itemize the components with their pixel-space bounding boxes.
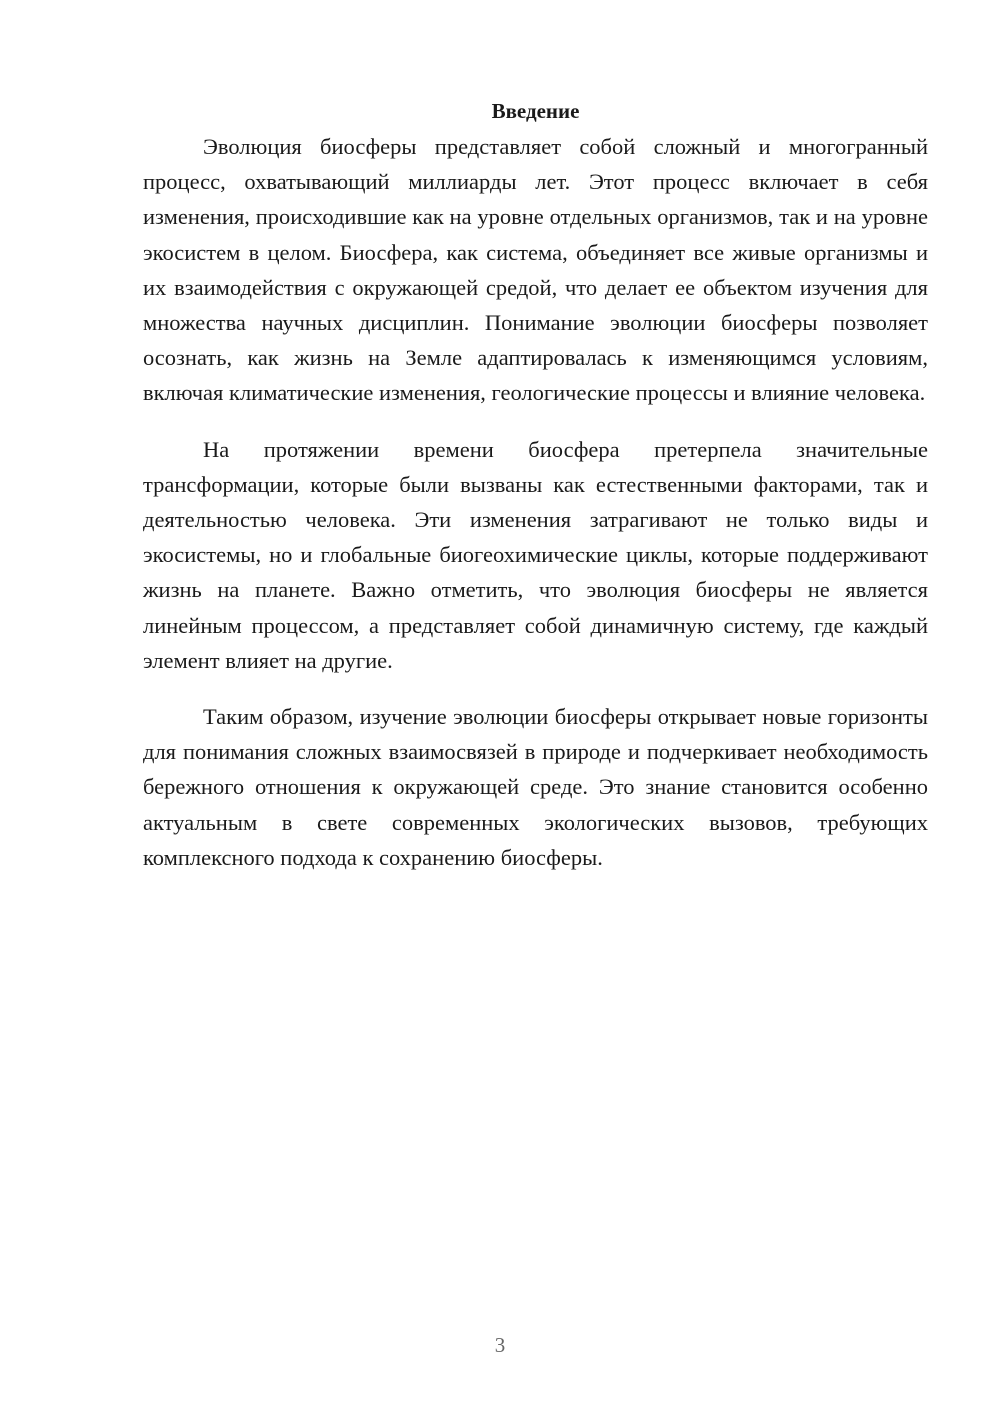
- paragraph-2: На протяжении времени биосфера претерпела значительные трансформации, которые были вызваны как естественными факторами, так и деятельностью человека. Эти изменения затрагивают не только виды и экосистемы, но и глобальные биогеохимические циклы, которые поддерживают жизнь на планете. Важно отметить, что эволюция биосферы не является линейным процессом, а представляет собой динамичную систему, где каждый элемент влияет на другие.: [143, 436, 928, 673]
- paragraph-1: Эволюция биосферы представляет собой сложный и многогранный процесс, охватывающий миллиарды лет. Этот процесс включает в себя изменения, происходившие как на уровне отдельных организмов, так и на уровне экосистем в целом. Биосфера, как система, объединяет все живые организмы и их взаимодействия с окружающей средой, что делает ее объектом изучения для множества научных дисциплин. Понимание эволюции биосферы позволяет осознать, как жизнь на Земле адаптировалась к изменяющимся условиям, включая климатические изменения, геологические процессы и влияние человека.: [143, 134, 928, 406]
- page-content: [143, 93, 928, 875]
- paragraph-3: Таким образом, изучение эволюции биосферы открывает новые горизонты для понимания сложных взаимосвязей в природе и подчеркивает необходимость бережного отношения к окружающей среде. Это знание становится особенно актуальным в свете современных экологических вызовов, требующих комплексного подхода к сохранению биосферы.: [143, 704, 928, 870]
- page-number: 3: [494, 1333, 506, 1357]
- section-title: Введение: [491, 99, 580, 123]
